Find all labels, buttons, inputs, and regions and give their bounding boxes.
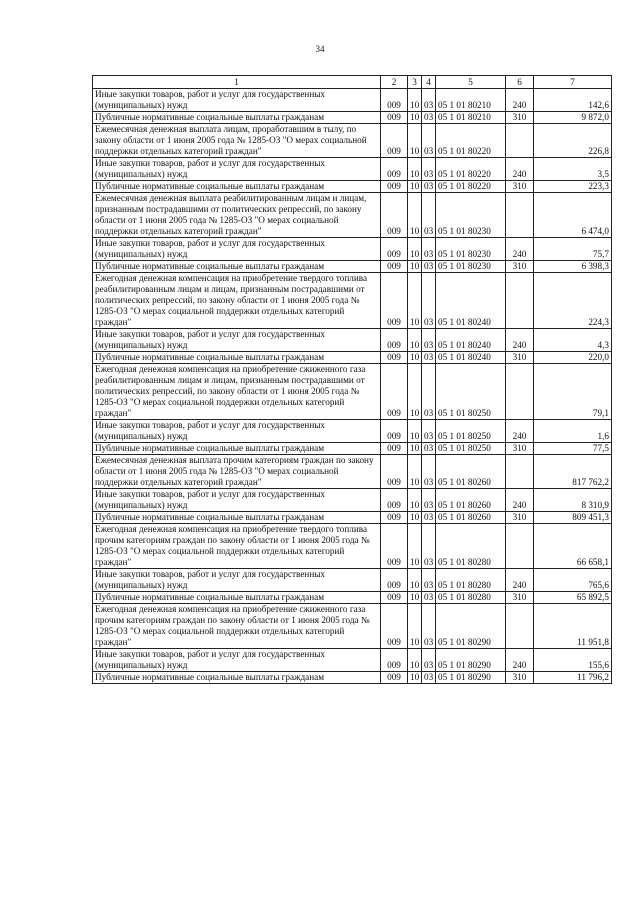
cell-vr	[506, 455, 534, 489]
cell-ved: 009	[381, 273, 408, 329]
col-header: 7	[534, 76, 612, 89]
cell-name: Ежегодная денежная компенсация на приобретение сжиженного газа реабилитированным лицам и лицам, признанным пострадавшими от политических репрессий, по закону области от 1 июня 2005 года № 1285-ОЗ "О мерах социальной поддержки отдельных категорий граждан"	[93, 364, 381, 420]
col-header: 6	[506, 76, 534, 89]
col-header: 3	[408, 76, 422, 89]
cell-name: Иные закупки товаров, работ и услуг для государственных (муниципальных) нужд	[93, 569, 381, 592]
cell-ks: 05 1 01 80290	[436, 672, 506, 684]
cell-vr: 240	[506, 238, 534, 261]
cell-sum: 6 398,3	[534, 261, 612, 273]
cell-ks: 05 1 01 80230	[436, 193, 506, 238]
cell-ks: 05 1 01 80250	[436, 420, 506, 443]
cell-ved: 009	[381, 569, 408, 592]
col-header: 2	[381, 76, 408, 89]
table-row	[93, 672, 612, 684]
cell-rz: 10	[408, 443, 422, 455]
cell-name: Ежемесячная денежная выплата реабилитированным лицам и лицам, признанным пострадавшими от политических репрессий, по закону области от 1 июня 2005 года № 1285-ОЗ "О мерах социальной поддержки отдельных категорий граждан"	[93, 193, 381, 238]
cell-vr	[506, 193, 534, 238]
cell-pr: 03	[422, 604, 436, 649]
cell-rz: 10	[408, 124, 422, 158]
cell-sum: 817 762,2	[534, 455, 612, 489]
cell-vr: 310	[506, 512, 534, 524]
cell-pr: 03	[422, 420, 436, 443]
cell-rz: 10	[408, 569, 422, 592]
cell-rz: 10	[408, 364, 422, 420]
cell-ved: 009	[381, 420, 408, 443]
cell-vr: 240	[506, 329, 534, 352]
cell-sum: 66 658,1	[534, 524, 612, 569]
cell-name: Ежемесячная денежная выплата лицам, проработавшим в тылу, по закону области от 1 июня 2005 года № 1285-ОЗ "О мерах социальной поддержки отдельных категорий граждан"	[93, 124, 381, 158]
cell-rz: 10	[408, 420, 422, 443]
cell-pr: 03	[422, 649, 436, 672]
cell-ved: 009	[381, 329, 408, 352]
cell-ved: 009	[381, 193, 408, 238]
cell-rz: 10	[408, 524, 422, 569]
cell-name: Публичные нормативные социальные выплаты гражданам	[93, 592, 381, 604]
cell-pr: 03	[422, 261, 436, 273]
col-header: 4	[422, 76, 436, 89]
col-header: 1	[93, 76, 381, 89]
cell-name: Публичные нормативные социальные выплаты гражданам	[93, 672, 381, 684]
cell-ved: 009	[381, 592, 408, 604]
cell-vr: 240	[506, 489, 534, 512]
cell-rz: 10	[408, 592, 422, 604]
cell-vr: 310	[506, 592, 534, 604]
cell-ved: 009	[381, 524, 408, 569]
cell-ks: 05 1 01 80210	[436, 112, 506, 124]
cell-pr: 03	[422, 124, 436, 158]
cell-vr	[506, 604, 534, 649]
table-row	[93, 489, 612, 512]
cell-sum: 11 796,2	[534, 672, 612, 684]
budget-table	[92, 75, 612, 684]
cell-pr: 03	[422, 512, 436, 524]
table-row	[93, 124, 612, 158]
cell-pr: 03	[422, 524, 436, 569]
cell-ved: 009	[381, 489, 408, 512]
table-row	[93, 604, 612, 649]
cell-rz: 10	[408, 261, 422, 273]
cell-name: Публичные нормативные социальные выплаты гражданам	[93, 261, 381, 273]
cell-ved: 009	[381, 443, 408, 455]
cell-ved: 009	[381, 124, 408, 158]
table-row	[93, 238, 612, 261]
cell-vr: 240	[506, 158, 534, 181]
table-row	[93, 112, 612, 124]
cell-sum: 77,5	[534, 443, 612, 455]
table-row	[93, 592, 612, 604]
cell-vr: 310	[506, 352, 534, 364]
cell-rz: 10	[408, 89, 422, 112]
cell-rz: 10	[408, 112, 422, 124]
cell-sum: 11 951,8	[534, 604, 612, 649]
cell-pr: 03	[422, 455, 436, 489]
cell-name: Ежегодная денежная компенсация на приобретение твердого топлива прочим категориям граждан по закону области от 1 июня 2005 года № 1285-ОЗ "О мерах социальной поддержки отдельных категорий граждан"	[93, 524, 381, 569]
cell-ks: 05 1 01 80250	[436, 443, 506, 455]
cell-rz: 10	[408, 604, 422, 649]
cell-ved: 009	[381, 181, 408, 193]
table-row	[93, 455, 612, 489]
cell-pr: 03	[422, 329, 436, 352]
cell-ved: 009	[381, 455, 408, 489]
cell-rz: 10	[408, 273, 422, 329]
cell-sum: 8 310,9	[534, 489, 612, 512]
cell-ved: 009	[381, 512, 408, 524]
cell-pr: 03	[422, 443, 436, 455]
cell-vr: 310	[506, 112, 534, 124]
cell-sum: 3,5	[534, 158, 612, 181]
cell-ved: 009	[381, 261, 408, 273]
cell-vr: 240	[506, 569, 534, 592]
cell-sum: 155,6	[534, 649, 612, 672]
cell-pr: 03	[422, 352, 436, 364]
cell-rz: 10	[408, 672, 422, 684]
cell-ks: 05 1 01 80260	[436, 455, 506, 489]
cell-name: Иные закупки товаров, работ и услуг для государственных (муниципальных) нужд	[93, 420, 381, 443]
cell-sum: 6 474,0	[534, 193, 612, 238]
cell-pr: 03	[422, 112, 436, 124]
cell-pr: 03	[422, 273, 436, 329]
cell-sum: 142,6	[534, 89, 612, 112]
cell-rz: 10	[408, 455, 422, 489]
cell-vr	[506, 524, 534, 569]
table-row	[93, 649, 612, 672]
cell-rz: 10	[408, 329, 422, 352]
table-row	[93, 364, 612, 420]
cell-name: Иные закупки товаров, работ и услуг для государственных (муниципальных) нужд	[93, 649, 381, 672]
cell-name: Публичные нормативные социальные выплаты гражданам	[93, 443, 381, 455]
cell-vr: 310	[506, 443, 534, 455]
cell-sum: 9 872,0	[534, 112, 612, 124]
cell-ved: 009	[381, 89, 408, 112]
cell-name: Иные закупки товаров, работ и услуг для государственных (муниципальных) нужд	[93, 158, 381, 181]
cell-pr: 03	[422, 181, 436, 193]
cell-ks: 05 1 01 80240	[436, 352, 506, 364]
cell-sum: 220,0	[534, 352, 612, 364]
table-row	[93, 524, 612, 569]
cell-name: Публичные нормативные социальные выплаты гражданам	[93, 352, 381, 364]
cell-ks: 05 1 01 80290	[436, 649, 506, 672]
cell-ks: 05 1 01 80230	[436, 238, 506, 261]
cell-sum: 224,3	[534, 273, 612, 329]
cell-vr: 310	[506, 181, 534, 193]
cell-vr	[506, 364, 534, 420]
cell-ks: 05 1 01 80230	[436, 261, 506, 273]
cell-ved: 009	[381, 649, 408, 672]
cell-rz: 10	[408, 193, 422, 238]
cell-ks: 05 1 01 80210	[436, 89, 506, 112]
cell-name: Публичные нормативные социальные выплаты гражданам	[93, 112, 381, 124]
table-row	[93, 352, 612, 364]
cell-name: Ежегодная денежная компенсация на приобретение сжиженного газа прочим категориям граждан по закону области от 1 июня 2005 года № 1285-ОЗ "О мерах социальной поддержки отдельных категорий граждан"	[93, 604, 381, 649]
table-body	[93, 89, 612, 684]
cell-rz: 10	[408, 489, 422, 512]
cell-ks: 05 1 01 80260	[436, 489, 506, 512]
cell-ks: 05 1 01 80220	[436, 124, 506, 158]
cell-name: Ежемесячная денежная выплата прочим категориям граждан по закону области от 1 июня 2005 года № 1285-ОЗ "О мерах социальной поддержки отдельных категорий граждан"	[93, 455, 381, 489]
cell-sum: 226,8	[534, 124, 612, 158]
cell-ks: 05 1 01 80260	[436, 512, 506, 524]
table-row	[93, 273, 612, 329]
page-number: 34	[315, 44, 325, 54]
cell-rz: 10	[408, 238, 422, 261]
cell-ved: 009	[381, 672, 408, 684]
cell-ks: 05 1 01 80280	[436, 524, 506, 569]
table-row	[93, 181, 612, 193]
table-row	[93, 569, 612, 592]
cell-ved: 009	[381, 158, 408, 181]
cell-ks: 05 1 01 80280	[436, 592, 506, 604]
cell-rz: 10	[408, 181, 422, 193]
cell-rz: 10	[408, 512, 422, 524]
cell-vr	[506, 124, 534, 158]
cell-name: Иные закупки товаров, работ и услуг для государственных (муниципальных) нужд	[93, 329, 381, 352]
cell-pr: 03	[422, 193, 436, 238]
table-row	[93, 158, 612, 181]
cell-pr: 03	[422, 592, 436, 604]
table-row	[93, 261, 612, 273]
table-row	[93, 89, 612, 112]
cell-sum: 75,7	[534, 238, 612, 261]
cell-sum: 223,3	[534, 181, 612, 193]
cell-name: Публичные нормативные социальные выплаты гражданам	[93, 181, 381, 193]
cell-sum: 765,6	[534, 569, 612, 592]
cell-rz: 10	[408, 352, 422, 364]
header-row	[93, 76, 612, 89]
cell-ks: 05 1 01 80250	[436, 364, 506, 420]
table-row	[93, 193, 612, 238]
cell-rz: 10	[408, 649, 422, 672]
cell-name: Публичные нормативные социальные выплаты гражданам	[93, 512, 381, 524]
cell-sum: 1,6	[534, 420, 612, 443]
cell-vr: 240	[506, 649, 534, 672]
cell-ks: 05 1 01 80220	[436, 158, 506, 181]
cell-ved: 009	[381, 364, 408, 420]
cell-ks: 05 1 01 80220	[436, 181, 506, 193]
cell-sum: 79,1	[534, 364, 612, 420]
cell-pr: 03	[422, 158, 436, 181]
cell-ved: 009	[381, 238, 408, 261]
cell-vr	[506, 273, 534, 329]
cell-vr: 310	[506, 672, 534, 684]
cell-name: Ежегодная денежная компенсация на приобретение твердого топлива реабилитированным лицам и лицам, признанным пострадавшими от политических репрессий, по закону области от 1 июня 2005 года № 1285-ОЗ "О мерах социальной поддержки отдельных категорий граждан"	[93, 273, 381, 329]
cell-ks: 05 1 01 80280	[436, 569, 506, 592]
cell-pr: 03	[422, 672, 436, 684]
cell-name: Иные закупки товаров, работ и услуг для государственных (муниципальных) нужд	[93, 489, 381, 512]
col-header: 5	[436, 76, 506, 89]
cell-name: Иные закупки товаров, работ и услуг для государственных (муниципальных) нужд	[93, 89, 381, 112]
cell-vr: 240	[506, 89, 534, 112]
cell-sum: 809 451,3	[534, 512, 612, 524]
cell-rz: 10	[408, 158, 422, 181]
cell-vr: 310	[506, 261, 534, 273]
cell-pr: 03	[422, 89, 436, 112]
table-row	[93, 420, 612, 443]
cell-pr: 03	[422, 364, 436, 420]
cell-ks: 05 1 01 80290	[436, 604, 506, 649]
table-row	[93, 512, 612, 524]
cell-ks: 05 1 01 80240	[436, 273, 506, 329]
cell-pr: 03	[422, 569, 436, 592]
cell-sum: 4,3	[534, 329, 612, 352]
cell-ved: 009	[381, 604, 408, 649]
table-row	[93, 443, 612, 455]
cell-pr: 03	[422, 489, 436, 512]
cell-name: Иные закупки товаров, работ и услуг для государственных (муниципальных) нужд	[93, 238, 381, 261]
cell-vr: 240	[506, 420, 534, 443]
cell-sum: 65 892,5	[534, 592, 612, 604]
cell-pr: 03	[422, 238, 436, 261]
table-row	[93, 329, 612, 352]
cell-ks: 05 1 01 80240	[436, 329, 506, 352]
cell-ved: 009	[381, 352, 408, 364]
cell-ved: 009	[381, 112, 408, 124]
